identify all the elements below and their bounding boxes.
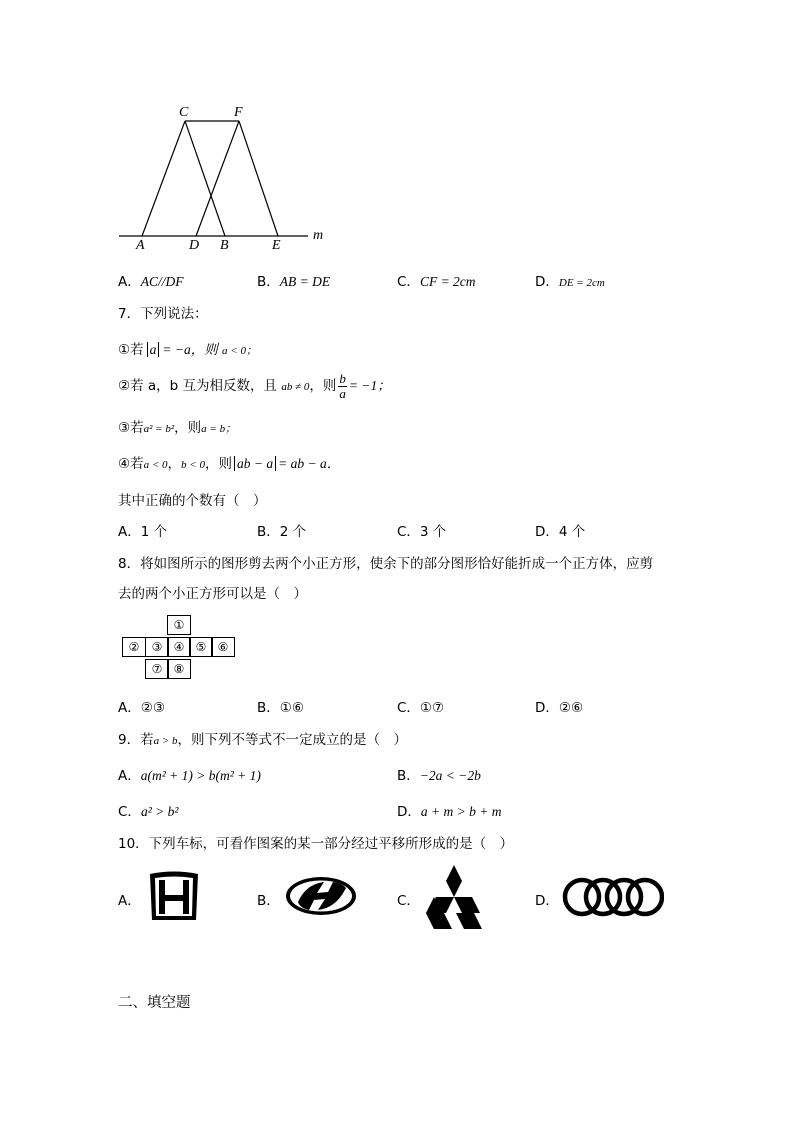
q7-statement-3: ③若a² = b²，则a = b； bbox=[118, 420, 237, 436]
audi-logo-icon[interactable] bbox=[562, 875, 664, 919]
q10-option-b[interactable]: B． bbox=[257, 893, 280, 909]
q7-statement-4: ④若a < 0，b < 0，则 ab − a = ab − a． bbox=[118, 456, 341, 472]
label-f: F bbox=[234, 105, 243, 120]
q7-option-d[interactable]: D．4 个 bbox=[535, 524, 586, 540]
q7-statement-2: ②若 a，b 互为相反数，且 ab ≠ 0，则 $\frac{b}{a}$ = −1； bbox=[118, 371, 391, 401]
net-cell-3: ③ bbox=[145, 637, 169, 657]
q6-option-a[interactable]: A．AC//DF bbox=[118, 274, 184, 290]
label-m: m bbox=[313, 228, 324, 243]
q9-stem: 9．若a > b，则下列不等式不一定成立的是（ ） bbox=[118, 732, 408, 748]
net-cell-4: ④ bbox=[167, 637, 191, 657]
mitsubishi-logo-icon[interactable] bbox=[424, 863, 484, 931]
q7-question: 其中正确的个数有（ ） bbox=[118, 493, 267, 509]
q6-option-b[interactable]: B．AB = DE bbox=[257, 274, 331, 290]
q10-option-c[interactable]: C． bbox=[397, 893, 420, 909]
honda-logo-icon[interactable] bbox=[146, 870, 202, 924]
q6-option-c[interactable]: C．CF = 2cm bbox=[397, 274, 476, 290]
net-cell-2: ② bbox=[122, 637, 146, 657]
q8-option-d[interactable]: D．②⑥ bbox=[535, 700, 584, 716]
net-cell-8: ⑧ bbox=[167, 659, 191, 679]
q7-option-b[interactable]: B．2 个 bbox=[257, 524, 307, 540]
q7-statement-1: ①若 a = −a，则 a < 0； bbox=[118, 342, 257, 358]
label-e: E bbox=[272, 238, 281, 253]
q8-stem-line1: 8．将如图所示的图形剪去两个小正方形，使余下的部分图形恰好能折成一个正方体，应剪 bbox=[118, 556, 654, 572]
q8-option-c[interactable]: C．①⑦ bbox=[397, 700, 445, 716]
label-d: D bbox=[189, 238, 200, 253]
q9-option-c[interactable]: C．a² > b² bbox=[118, 804, 179, 820]
net-cell-5: ⑤ bbox=[189, 637, 213, 657]
label-b: B bbox=[220, 238, 229, 253]
q6-option-d[interactable]: D．DE = 2cm bbox=[535, 274, 605, 290]
q8-option-b[interactable]: B．①⑥ bbox=[257, 700, 304, 716]
net-cell-7: ⑦ bbox=[145, 659, 169, 679]
net-cell-6: ⑥ bbox=[211, 637, 235, 657]
hyundai-logo-icon[interactable] bbox=[284, 874, 358, 918]
label-a: A bbox=[136, 238, 145, 253]
q7-stem: 7．下列说法： bbox=[118, 306, 208, 322]
q10-stem: 10．下列车标，可看作图案的某一部分经过平移所形成的是（ ） bbox=[118, 836, 514, 852]
section-heading: 二、填空题 bbox=[118, 995, 191, 1011]
q9-option-a[interactable]: A．a(m² + 1) > b(m² + 1) bbox=[118, 768, 261, 784]
label-c: C bbox=[179, 105, 189, 120]
q8-stem-line2: 去的两个小正方形可以是（ ） bbox=[118, 586, 307, 602]
q9-option-d[interactable]: D．a + m > b + m bbox=[397, 804, 502, 820]
geometry-figure bbox=[110, 98, 340, 258]
q10-option-a[interactable]: A． bbox=[118, 893, 141, 909]
q8-option-a[interactable]: A．②③ bbox=[118, 700, 165, 716]
q7-option-a[interactable]: A．1 个 bbox=[118, 524, 168, 540]
net-cell-1: ① bbox=[167, 615, 191, 635]
q10-option-d[interactable]: D． bbox=[535, 893, 559, 909]
q7-option-c[interactable]: C．3 个 bbox=[397, 524, 447, 540]
q9-option-b[interactable]: B．−2a < −2b bbox=[397, 768, 481, 784]
